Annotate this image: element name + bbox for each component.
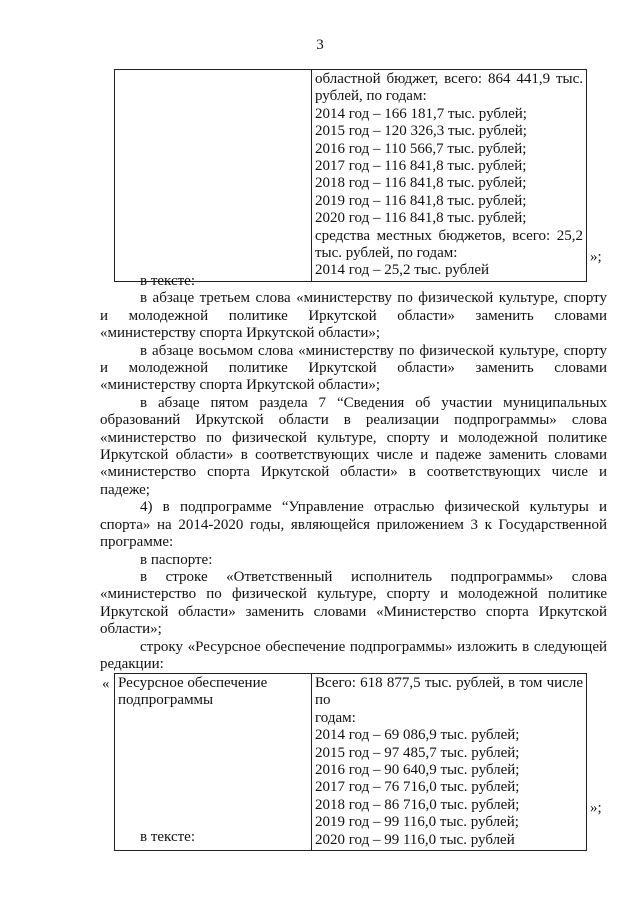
text-line: в строке «Ответственный исполнитель подпрограммы» слова (140, 568, 607, 585)
text-line: программе: (100, 534, 174, 551)
table2-left-line: подпрограммы (118, 692, 214, 709)
table1-line: тыс. рублей, по годам: (315, 245, 458, 262)
amendment-text (100, 273, 607, 673)
table1-line: 2016 год – 110 566,7 тыс. рублей; (315, 140, 527, 157)
resource-table-continuation (114, 69, 587, 282)
table1-left-cell (115, 70, 312, 282)
table2-right-cell (312, 674, 587, 851)
text-line: в абзаце восьмом слова «министерству по физической культуре, спорту (140, 342, 607, 359)
text-line: 4) в подпрограмме “Управление отраслью физической культуры и (140, 499, 607, 516)
table1-line: 2020 год – 116 841,8 тыс. рублей; (315, 210, 527, 227)
text-line: спорта» на 2014-2020 годы, являющейся приложением 3 к Государственной (100, 516, 607, 533)
table2-line: 2018 год – 86 716,0 тыс. рублей; (315, 796, 520, 813)
text-line: «министерству спорта Иркутской области»; (100, 377, 381, 394)
table2-line: годам: (315, 709, 356, 726)
text-line: строку «Ресурсное обеспечение подпрограммы» изложить в следующей (140, 638, 607, 655)
text-line: и молодежной политике Иркутской области» заменить словами (100, 360, 607, 377)
table2-open-mark: « (102, 676, 110, 692)
text-line: и молодежной политике Иркутской области» заменить словами (100, 307, 607, 324)
table1-line: 2018 год – 116 841,8 тыс. рублей; (315, 175, 527, 192)
text-line: «министерству спорта Иркутской области»; (100, 325, 381, 342)
text-line: в абзаце третьем слова «министерству по физической культуре, спорту (140, 290, 607, 307)
table1-right-cell (312, 70, 587, 282)
table1-line: 2015 год – 120 326,3 тыс. рублей; (315, 123, 527, 140)
text-line: образований Иркутской области в реализации подпрограммы» слова (100, 412, 607, 429)
table2-left-line: Ресурсное обеспечение (118, 675, 268, 691)
text-line: Иркутской области» в соответствующих числе и падеже заменить словами (100, 447, 607, 464)
table2-left-cell (115, 674, 312, 851)
table2-line: Всего: 618 877,5 тыс. рублей, в том числе по (315, 675, 583, 709)
table1-line: 2014 год – 25,2 тыс. рублей (315, 262, 490, 279)
text-line: «министерство по физической культуре, спорту и молодежной политике (100, 586, 607, 603)
table2-close-mark: »; (590, 800, 602, 816)
text-line: «министерство по физической культуре, спорту и молодежной политике (100, 429, 607, 446)
table1-line: областной бюджет, всего: 864 441,9 тыс. (315, 71, 583, 87)
text-line: области»; (100, 621, 162, 638)
text-line: в паспорте: (140, 551, 213, 568)
closing-text (100, 829, 607, 846)
text-line: в тексте: (140, 829, 195, 845)
table1-line: 2014 год – 166 181,7 тыс. рублей; (315, 105, 527, 122)
page-number: 3 (316, 37, 324, 53)
resource-table-new (114, 673, 587, 851)
table1-line: средства местных бюджетов, всего: 25,2 (315, 227, 583, 244)
text-line: «министерство спорта Иркутской области» в соответствующих числе и (100, 464, 607, 481)
table2-line: 2019 год – 99 116,0 тыс. рублей; (315, 814, 519, 831)
text-line: в абзаце пятом раздела 7 “Сведения об участии муниципальных (140, 394, 607, 411)
table2-line: 2015 год – 97 485,7 тыс. рублей; (315, 744, 520, 761)
table2-line: 2020 год – 99 116,0 тыс. рублей (315, 831, 515, 848)
text-line: Иркутской области» заменить словами «Министерство спорта Иркутской (100, 603, 607, 620)
table1-line: 2017 год – 116 841,8 тыс. рублей; (315, 158, 527, 175)
table1-close-mark: »; (590, 249, 602, 265)
table1-line: 2019 год – 116 841,8 тыс. рублей; (315, 192, 527, 209)
text-line: в тексте: (140, 273, 195, 289)
table2-line: 2016 год – 90 640,9 тыс. рублей; (315, 762, 520, 779)
text-line: падеже; (100, 481, 150, 498)
table1-line: рублей, по годам: (315, 88, 427, 105)
table2-line: 2014 год – 69 086,9 тыс. рублей; (315, 727, 520, 744)
table2-line: 2017 год – 76 716,0 тыс. рублей; (315, 779, 520, 796)
text-line: редакции: (100, 655, 164, 672)
